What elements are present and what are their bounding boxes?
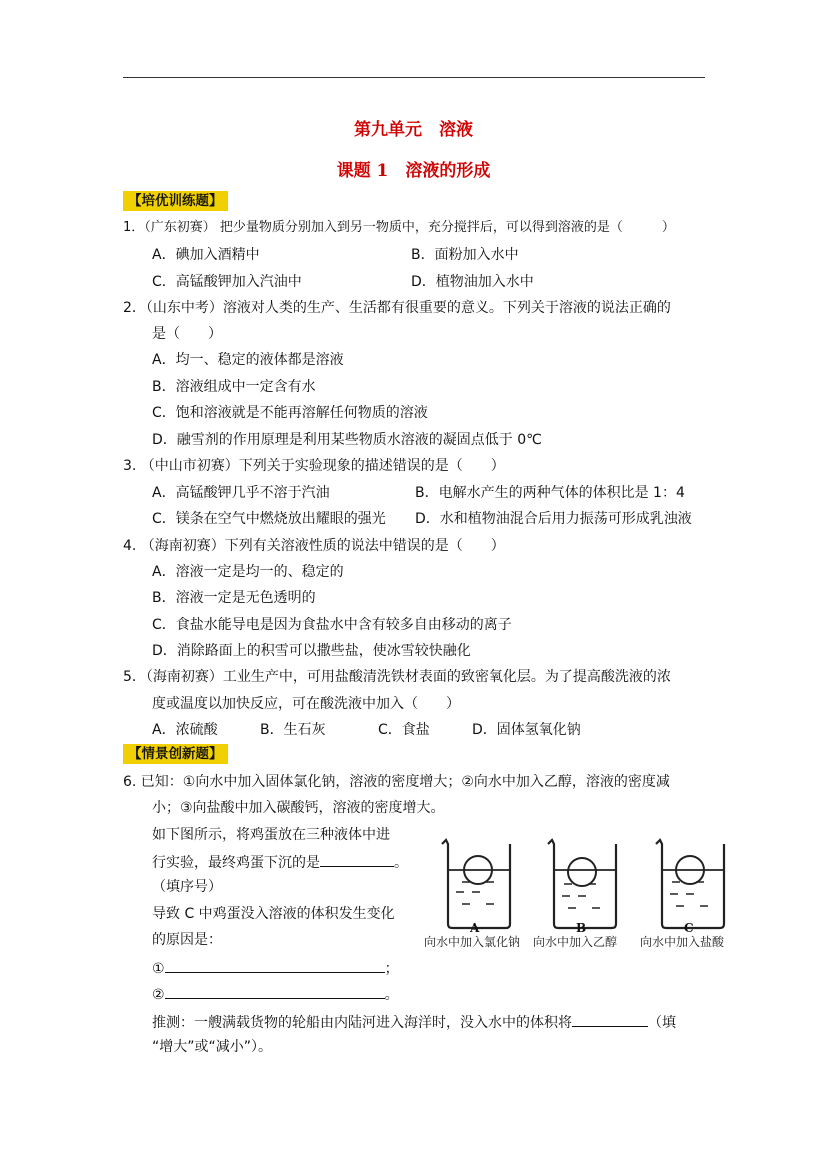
q6-line4 [152,852,408,872]
q6-reason-2-end: 。 [384,987,399,1003]
figure-caption-c: 向水中加入盐酸 [640,935,725,949]
q6-line5: （填序号） [152,879,222,895]
answer-blank-reason-2[interactable] [165,984,385,999]
q6-line6: 导致 C 中鸡蛋没入溶液的体积发生变化 [152,906,395,922]
q2-option-a: A．均一、稳定的液体都是溶液 [152,352,344,368]
q6-inference-fill: （填 [648,1015,676,1031]
beaker-c [656,840,724,928]
q1-stem: 1．（广东初赛） 把少量物质分别加入到另一物质中，充分搅拌后，可以得到溶液的是（ ） [123,220,675,235]
q2-stem-line1: 2．（山东中考）溶液对人类的生产、生活都有很重要的意义。下列关于溶液的说法正确的 [123,300,671,316]
lesson-title: 课题 1 溶液的形成 [336,161,491,181]
q6-reason-2 [152,984,399,1004]
q3-option-a: A．高锰酸钾几乎不溶于汽油 [152,485,330,501]
q6-line3: 如下图所示，将鸡蛋放在三种液体中进 [152,827,390,843]
q6-reason-1-end: ； [384,961,399,977]
q1-option-a: A．碘加入酒精中 [152,247,260,263]
answer-blank-volume[interactable] [572,1012,648,1027]
q6-inference-line2: “增大”或“减小”）。 [152,1039,273,1055]
q4-option-b: B．溶液一定是无色透明的 [152,590,316,606]
q6-inference-line1 [152,1012,676,1032]
header-rule [123,77,705,78]
q4-option-a: A．溶液一定是均一的、稳定的 [152,564,344,580]
figure-label-c: C [684,921,694,935]
q4-option-c: C．食盐水能导电是因为食盐水中含有较多自由移动的离子 [152,617,512,633]
q2-option-c: C．饱和溶液就是不能再溶解任何物质的溶液 [152,405,428,421]
q6-line1: 6. 已知：①向水中加入固体氯化钠，溶液的密度增大；②向水中加入乙醇，溶液的密度减 [123,774,670,790]
q3-option-c: C．镁条在空气中燃烧放出耀眼的强光 [152,511,386,527]
q5-stem-line1: 5．（海南初赛）工业生产中，可用盐酸清洗铁材表面的致密氧化层。为了提高酸洗液的浓 [123,669,671,685]
answer-blank-sink[interactable] [320,852,394,867]
q3-stem: 3. （中山市初赛）下列关于实验现象的描述错误的是（ ） [123,458,505,474]
q5-option-a: A．浓硫酸 [152,722,218,738]
q6-line4-end: 。 [394,855,408,871]
q6-line4-text: 行实验，最终鸡蛋下沉的是 [152,855,320,871]
q6-inference-text: 推测：一艘满载货物的轮船由内陆河进入海洋时，没入水中的体积将 [152,1015,572,1031]
q5-option-b: B．生石灰 [260,722,326,738]
q5-option-c: C．食盐 [378,722,430,738]
section-heading-training: 【培优训练题】 [123,191,228,211]
q5-option-d: D．固体氢氧化钠 [472,722,581,738]
q2-option-b: B．溶液组成中一定含有水 [152,379,316,395]
answer-blank-reason-1[interactable] [165,958,385,973]
figure-caption-a: 向水中加入氯化钠 [424,935,521,949]
figure-label-a: A [470,921,480,935]
q6-line7: 的原因是： [152,932,222,948]
q6-reason-1-marker: ① [152,961,165,977]
section-heading-scenario: 【情景创新题】 [123,744,228,764]
q6-reason-2-marker: ② [152,987,165,1003]
figure-caption-b: 向水中加入乙醇 [533,935,618,949]
q1-option-d: D．植物油加入水中 [411,274,534,290]
q2-option-d: D．融雪剂的作用原理是利用某些物质水溶液的凝固点低于 0℃ [152,432,542,448]
q6-reason-1 [152,958,399,978]
q2-stem-line2: 是（ ） [152,326,222,342]
beaker-a [442,840,510,928]
q1-option-c: C．高锰酸钾加入汽油中 [152,274,302,290]
q5-stem-line2: 度或温度以加快反应，可在酸洗液中加入（ ） [152,696,460,712]
q3-option-b: B．电解水产生的两种气体的体积比是 1：4 [415,485,685,501]
beaker-b [548,840,616,928]
q4-option-d: D．消除路面上的积雪可以撒些盐，使冰雪较快融化 [152,643,471,659]
q1-option-b: B．面粉加入水中 [411,247,519,263]
figure-label-b: B [576,921,587,935]
q4-stem: 4. （海南初赛）下列有关溶液性质的说法中错误的是（ ） [123,538,505,554]
q3-option-d: D．水和植物油混合后用力振荡可形成乳浊液 [415,511,692,527]
q6-line2: 小；③向盐酸中加入碳酸钙，溶液的密度增大。 [152,800,445,816]
unit-title: 第九单元 溶液 [354,120,473,140]
